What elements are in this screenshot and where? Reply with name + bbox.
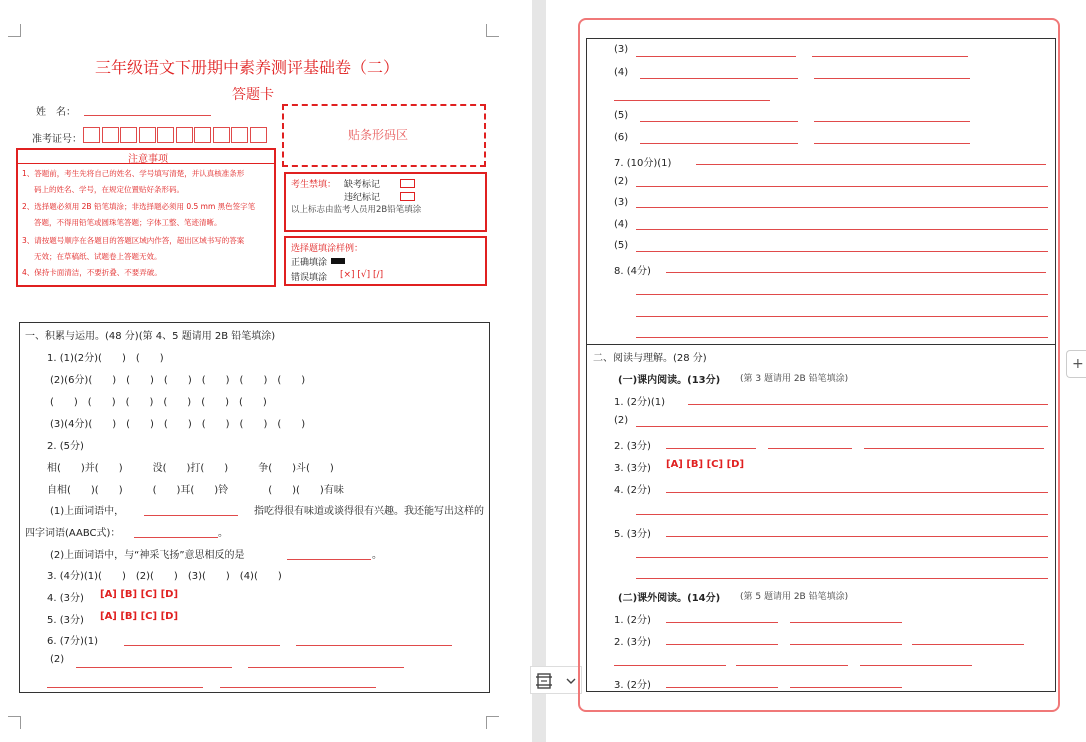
q6-blank[interactable] <box>296 645 452 646</box>
left-page <box>0 0 532 742</box>
q7-part2: (2) <box>614 176 629 187</box>
answer-card-subtitle: 答题卡 <box>232 87 274 103</box>
q2-sub1-text-c: 四字词语(AABC式)： <box>25 528 121 539</box>
violation-mark-label: 违纪标记 <box>344 193 381 203</box>
digit-box[interactable] <box>176 127 193 143</box>
part1-title: (一)课内阅读。(13分) <box>618 375 721 386</box>
digit-box[interactable] <box>120 127 137 143</box>
notice-line: 1、答题前，考生先将自己的姓名、学号填写清楚，并认真核准条形 <box>22 169 245 178</box>
page-separator <box>532 0 546 742</box>
answer-line[interactable] <box>814 121 970 122</box>
q2-sub1-blank[interactable] <box>144 515 238 516</box>
answer-line[interactable] <box>864 448 1044 449</box>
p2-q1: 1. (2分) <box>614 615 651 626</box>
answer-line[interactable] <box>636 294 1048 295</box>
answer-line[interactable] <box>636 56 796 57</box>
answer-line[interactable] <box>912 644 1024 645</box>
p1-q3-options[interactable]: [A] [B] [C] [D] <box>666 459 745 470</box>
page-corner-mark <box>8 24 21 37</box>
page-corner-mark <box>486 716 499 729</box>
section1-title: 一、积累与运用。(48 分)(第 4、5 题请用 2B 铅笔填涂) <box>25 331 276 342</box>
answer-line[interactable] <box>636 186 1048 187</box>
p1-q2: 2. (3分) <box>614 441 651 452</box>
answer-line[interactable] <box>736 665 848 666</box>
answer-line[interactable] <box>640 78 798 79</box>
notice-line: 4、保持卡面清洁，不要折叠、不要弄破。 <box>22 268 162 277</box>
answer-line[interactable] <box>636 557 1048 558</box>
exam-number-boxes[interactable] <box>83 127 268 143</box>
q2-row2: 自相( )( ) ( )耳( )铃 ( )( )有味 <box>47 485 344 496</box>
digit-box[interactable] <box>250 127 267 143</box>
side-add-button[interactable] <box>1066 350 1086 378</box>
digit-box[interactable] <box>231 127 248 143</box>
answer-line[interactable] <box>636 251 1048 252</box>
q4-label: 4. (3分) <box>47 593 84 604</box>
violation-mark-box[interactable] <box>400 192 415 201</box>
part1-note: (第 3 题请用 2B 铅笔填涂) <box>740 374 849 384</box>
q6-blank[interactable] <box>76 667 232 668</box>
digit-box[interactable] <box>102 127 119 143</box>
answer-line[interactable] <box>666 622 778 623</box>
answer-line[interactable] <box>636 207 1048 208</box>
answer-line[interactable] <box>666 272 1046 273</box>
q8-label: 8. (4分) <box>614 266 651 277</box>
q6-part4: (4) <box>614 67 629 78</box>
answer-line[interactable] <box>666 687 778 688</box>
exam-number-label: 准考证号： <box>32 134 82 145</box>
answer-line[interactable] <box>666 536 1048 537</box>
barcode-label: 贴条形码区 <box>348 128 409 142</box>
q7-part4: (4) <box>614 219 629 230</box>
answer-line[interactable] <box>860 665 972 666</box>
q6-blank[interactable] <box>124 645 280 646</box>
q6-part6: (6) <box>614 132 629 143</box>
p1-q1-part2: (2) <box>614 415 629 426</box>
answer-line[interactable] <box>688 404 1048 405</box>
answer-line[interactable] <box>640 121 798 122</box>
q4-options[interactable]: [A] [B] [C] [D] <box>100 589 179 600</box>
q2-sub2-text: (2)上面词语中，与“神采飞扬”意思相反的是 <box>50 550 245 561</box>
q6-part2: (2) <box>50 654 65 665</box>
answer-line[interactable] <box>790 644 902 645</box>
notice-title: 注意事项 <box>128 154 168 165</box>
q2-sub2-blank[interactable] <box>287 559 371 560</box>
answer-line[interactable] <box>636 426 1048 427</box>
q6-blank[interactable] <box>248 667 404 668</box>
q1-part2-row1: (2)(6分)( ) ( ) ( ) ( ) ( ) ( ) <box>50 375 306 386</box>
answer-line[interactable] <box>814 143 970 144</box>
answer-line[interactable] <box>666 492 1048 493</box>
p1-q5: 5. (3分) <box>614 529 651 540</box>
notice-line: 2、选择题必须用 2B 铅笔填涂；非选择题必须用 0.5 mm 黑色签字笔 <box>22 202 256 211</box>
page-corner-mark <box>486 24 499 37</box>
sample-title: 选择题填涂样例： <box>291 244 364 254</box>
answer-line[interactable] <box>768 448 852 449</box>
correct-fill-sample <box>331 258 345 264</box>
notice-line: 无效；在草稿纸、试题卷上答题无效。 <box>34 252 162 261</box>
q1-part2-row2: ( ) ( ) ( ) ( ) ( ) ( ) <box>50 397 267 408</box>
right-page <box>546 0 1084 742</box>
plus-icon: + <box>1072 356 1084 372</box>
p1-q1: 1. (2分)(1) <box>614 397 666 408</box>
q7-part3: (3) <box>614 197 629 208</box>
answer-line[interactable] <box>636 316 1048 317</box>
page-corner-mark <box>8 716 21 729</box>
q2-row1: 相( )并( ) 没( )打( ) 争( )斗( ) <box>47 463 334 474</box>
answer-line[interactable] <box>696 164 1046 165</box>
q6-part5: (5) <box>614 110 629 121</box>
q7-part5: (5) <box>614 240 629 251</box>
q6-part1: 6. (7分)(1) <box>47 636 99 647</box>
answer-line[interactable] <box>812 56 968 57</box>
wrong-fill-samples: [×] [√] [/] <box>340 270 384 280</box>
p1-q4: 4. (2分) <box>614 485 651 496</box>
answer-box-upper <box>586 38 1056 345</box>
q1-part1: 1. (1)(2分)( ) ( ) <box>47 353 164 364</box>
answer-line[interactable] <box>790 687 902 688</box>
answer-line[interactable] <box>666 448 756 449</box>
digit-box[interactable] <box>139 127 156 143</box>
notice-line: 答题，不得用铅笔或圆珠笔答题；字体工整、笔迹清晰。 <box>34 218 222 227</box>
answer-line[interactable] <box>640 143 798 144</box>
digit-box[interactable] <box>157 127 174 143</box>
q5-options[interactable]: [A] [B] [C] [D] <box>100 611 179 622</box>
forbid-label: 考生禁填： <box>291 180 337 190</box>
q2-sub1-text: (1)上面词语中， <box>50 506 125 517</box>
answer-line[interactable] <box>814 78 970 79</box>
digit-box[interactable] <box>194 127 211 143</box>
section2-title: 二、阅读与理解。(28 分) <box>593 353 707 364</box>
answer-line[interactable] <box>636 337 1048 338</box>
q6-part3: (3) <box>614 44 629 55</box>
notice-line: 3、请按题号顺序在各题目的答题区域内作答，超出区域书写的答案 <box>22 236 245 245</box>
digit-box[interactable] <box>213 127 230 143</box>
name-field[interactable] <box>84 115 211 116</box>
answer-line[interactable] <box>636 578 1048 579</box>
q2-sub1-blank2[interactable] <box>134 537 218 538</box>
answer-line[interactable] <box>790 622 902 623</box>
notice-line: 码上的姓名、学号，在规定位置贴好条形码。 <box>34 185 184 194</box>
digit-box[interactable] <box>83 127 100 143</box>
forbid-note: 以上标志由监考人员用2B铅笔填涂 <box>291 205 422 215</box>
p2-q3: 3. (2分) <box>614 680 651 691</box>
answer-line[interactable] <box>666 644 778 645</box>
p1-q3: 3. (3分) <box>614 463 651 474</box>
wrong-fill-label: 错误填涂 <box>291 273 328 283</box>
q1-part3: (3)(4分)( ) ( ) ( ) ( ) ( ) ( ) <box>50 419 306 430</box>
q7-label: 7. (10分)(1) <box>614 158 672 169</box>
absent-mark-label: 缺考标记 <box>344 180 381 190</box>
exam-title: 三年级语文下册期中素养测评基础卷（二） <box>95 58 400 77</box>
answer-line[interactable] <box>636 514 1048 515</box>
q2-label: 2. (5分) <box>47 441 84 452</box>
q2-sub2-end: 。 <box>372 550 382 561</box>
answer-line[interactable] <box>614 665 726 666</box>
q5-label: 5. (3分) <box>47 615 84 626</box>
part2-note: (第 5 题请用 2B 铅笔填涂) <box>740 592 849 602</box>
q6-blank[interactable] <box>47 687 203 688</box>
q2-sub1-text-b: 指吃得很有味道或谈得很有兴趣。我还能写出这样的 <box>254 506 484 517</box>
correct-fill-label: 正确填涂 <box>291 258 328 268</box>
p2-q2: 2. (3分) <box>614 637 651 648</box>
q3-row: 3. (4分)(1)( ) (2)( ) (3)( ) (4)( ) <box>47 571 282 582</box>
answer-line[interactable] <box>614 100 770 101</box>
answer-line[interactable] <box>636 229 1048 230</box>
part2-title: (二)课外阅读。(14分) <box>618 593 721 604</box>
q6-blank[interactable] <box>220 687 376 688</box>
name-label: 姓 名： <box>36 107 76 118</box>
absent-mark-box[interactable] <box>400 179 415 188</box>
q2-sub1-end: 。 <box>218 528 228 539</box>
